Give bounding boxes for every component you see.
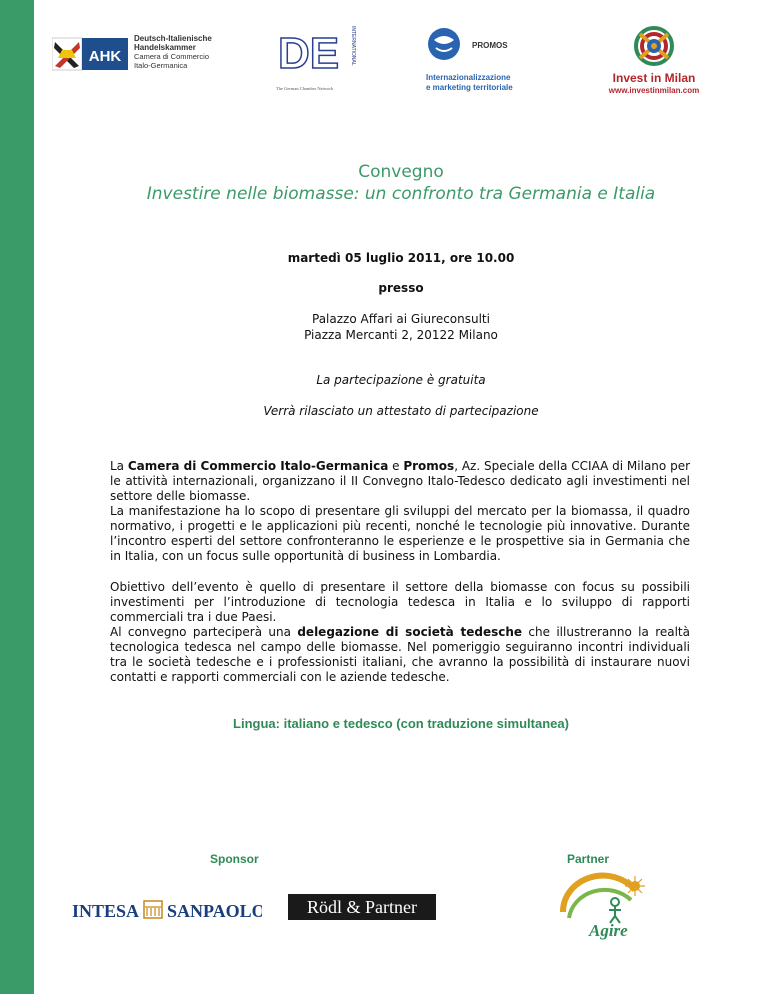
ahk-mark-text: AHK — [88, 48, 122, 65]
agire-logo — [555, 872, 655, 942]
milan-knot-icon — [636, 28, 672, 64]
event-presso: presso — [378, 281, 424, 295]
milan-name: Invest in Milan — [612, 71, 696, 85]
intesa-building-icon — [144, 901, 162, 918]
agire-text: Agire — [589, 921, 628, 940]
event-place-1: Palazzo Affari ai Giureconsulti — [312, 312, 490, 326]
promos-name: PROMOS — [472, 41, 508, 50]
ahk-line-2: Handelskammer — [134, 43, 196, 52]
rodl-partner-logo: Rödl & Partner — [288, 894, 436, 920]
partner-heading: Partner — [567, 852, 610, 866]
p4-delegation: delegazione di società tedesche — [297, 625, 523, 639]
promos-tagline-2: e marketing territoriale — [426, 83, 513, 92]
ahk-name-text — [134, 34, 212, 70]
event-place-2: Piazza Mercanti 2, 20122 Milano — [304, 328, 498, 342]
language-note: Lingua: italiano e tedesco (con traduzione simultanea) — [233, 716, 569, 731]
intesa-sanpaolo-logo — [72, 898, 262, 922]
figure-icon — [609, 898, 621, 923]
sponsor-heading: Sponsor — [210, 852, 259, 866]
paragraph-scope: La manifestazione ha lo scopo di presentare gli sviluppi del mercato per la biomassa, il quadro normativo, i progetti e le applicazioni più recenti, nonché le tecnologie più innovative. Durante l’incontro esperti del settore confronteranno le esperienze e le prospettive sia in Germania che in Italia, con un focus sulle opportunità di business in Lombardia. — [110, 504, 690, 563]
dei-tagline: The German Chamber Network — [276, 86, 334, 91]
ahk-line-1: Deutsch-Italienische — [134, 34, 212, 43]
promos-logo — [424, 26, 534, 96]
left-green-bar — [0, 0, 34, 994]
intesa-text: INTESA — [72, 901, 140, 921]
p1-text-e: , Az. Speciale della CCIAA di Milano per le attività internazionali, organizzano il II Convegno Italo-Tedesco dedicato agli investimenti nel settore delle biomasse. — [110, 459, 691, 503]
paragraph-objective: Obiettivo dell’evento è quello di presentare il settore della biomasse con focus su possibili investimenti per l’introduzione di tecnologia tedesca in Italia e lo sviluppo di rapporti commerciali tra i due Paesi. — [110, 580, 690, 624]
ahk-emblem-icon — [52, 34, 132, 74]
certificate-note: Verrà rilasciato un attestato di partecipazione — [263, 404, 539, 418]
milan-url: www.investinmilan.com — [608, 86, 700, 95]
ahk-line-3: Camera di Commercio — [134, 52, 210, 61]
ahk-line-4: Italo-Germanica — [134, 61, 188, 70]
dei-side-text: INTERNATIONAL — [350, 26, 356, 66]
event-kind-title: Convegno — [358, 162, 444, 182]
p1-text-c: e — [388, 459, 404, 473]
de-international-logo — [276, 22, 362, 94]
p4-text-c: che illustreranno la realtà tecnologica tedesca nel campo delle biomasse. Nel pomeriggio seguiranno incontri individuali tra le società tedesche e i professionisti italiani, che avranno la possibilità di instaurare nuovi contatti e rapporti commerciali con le aziende tedesche. — [110, 625, 690, 684]
ahk-logo — [52, 34, 212, 74]
promos-tagline-1: Internazionalizzazione — [426, 73, 511, 82]
paragraph-delegation — [110, 625, 690, 685]
event-date: martedì 05 luglio 2011, ore 10.00 — [287, 251, 515, 265]
dei-mark-text: DE — [278, 29, 340, 78]
paragraph-intro — [110, 459, 690, 504]
event-main-title: Investire nelle biomasse: un confronto tra Germania e Italia — [146, 184, 656, 204]
p1-promos: Promos — [403, 459, 455, 473]
p4-text-a: Al convegno parteciperà una — [110, 625, 298, 639]
free-participation-note: La partecipazione è gratuita — [316, 373, 486, 387]
p1-camera: Camera di Commercio Italo-Germanica — [127, 459, 389, 473]
sanpaolo-text: SANPAOLO — [167, 901, 262, 921]
p1-text-a: La — [110, 459, 128, 473]
invest-in-milan-logo — [600, 22, 710, 100]
sun-icon — [625, 876, 645, 896]
